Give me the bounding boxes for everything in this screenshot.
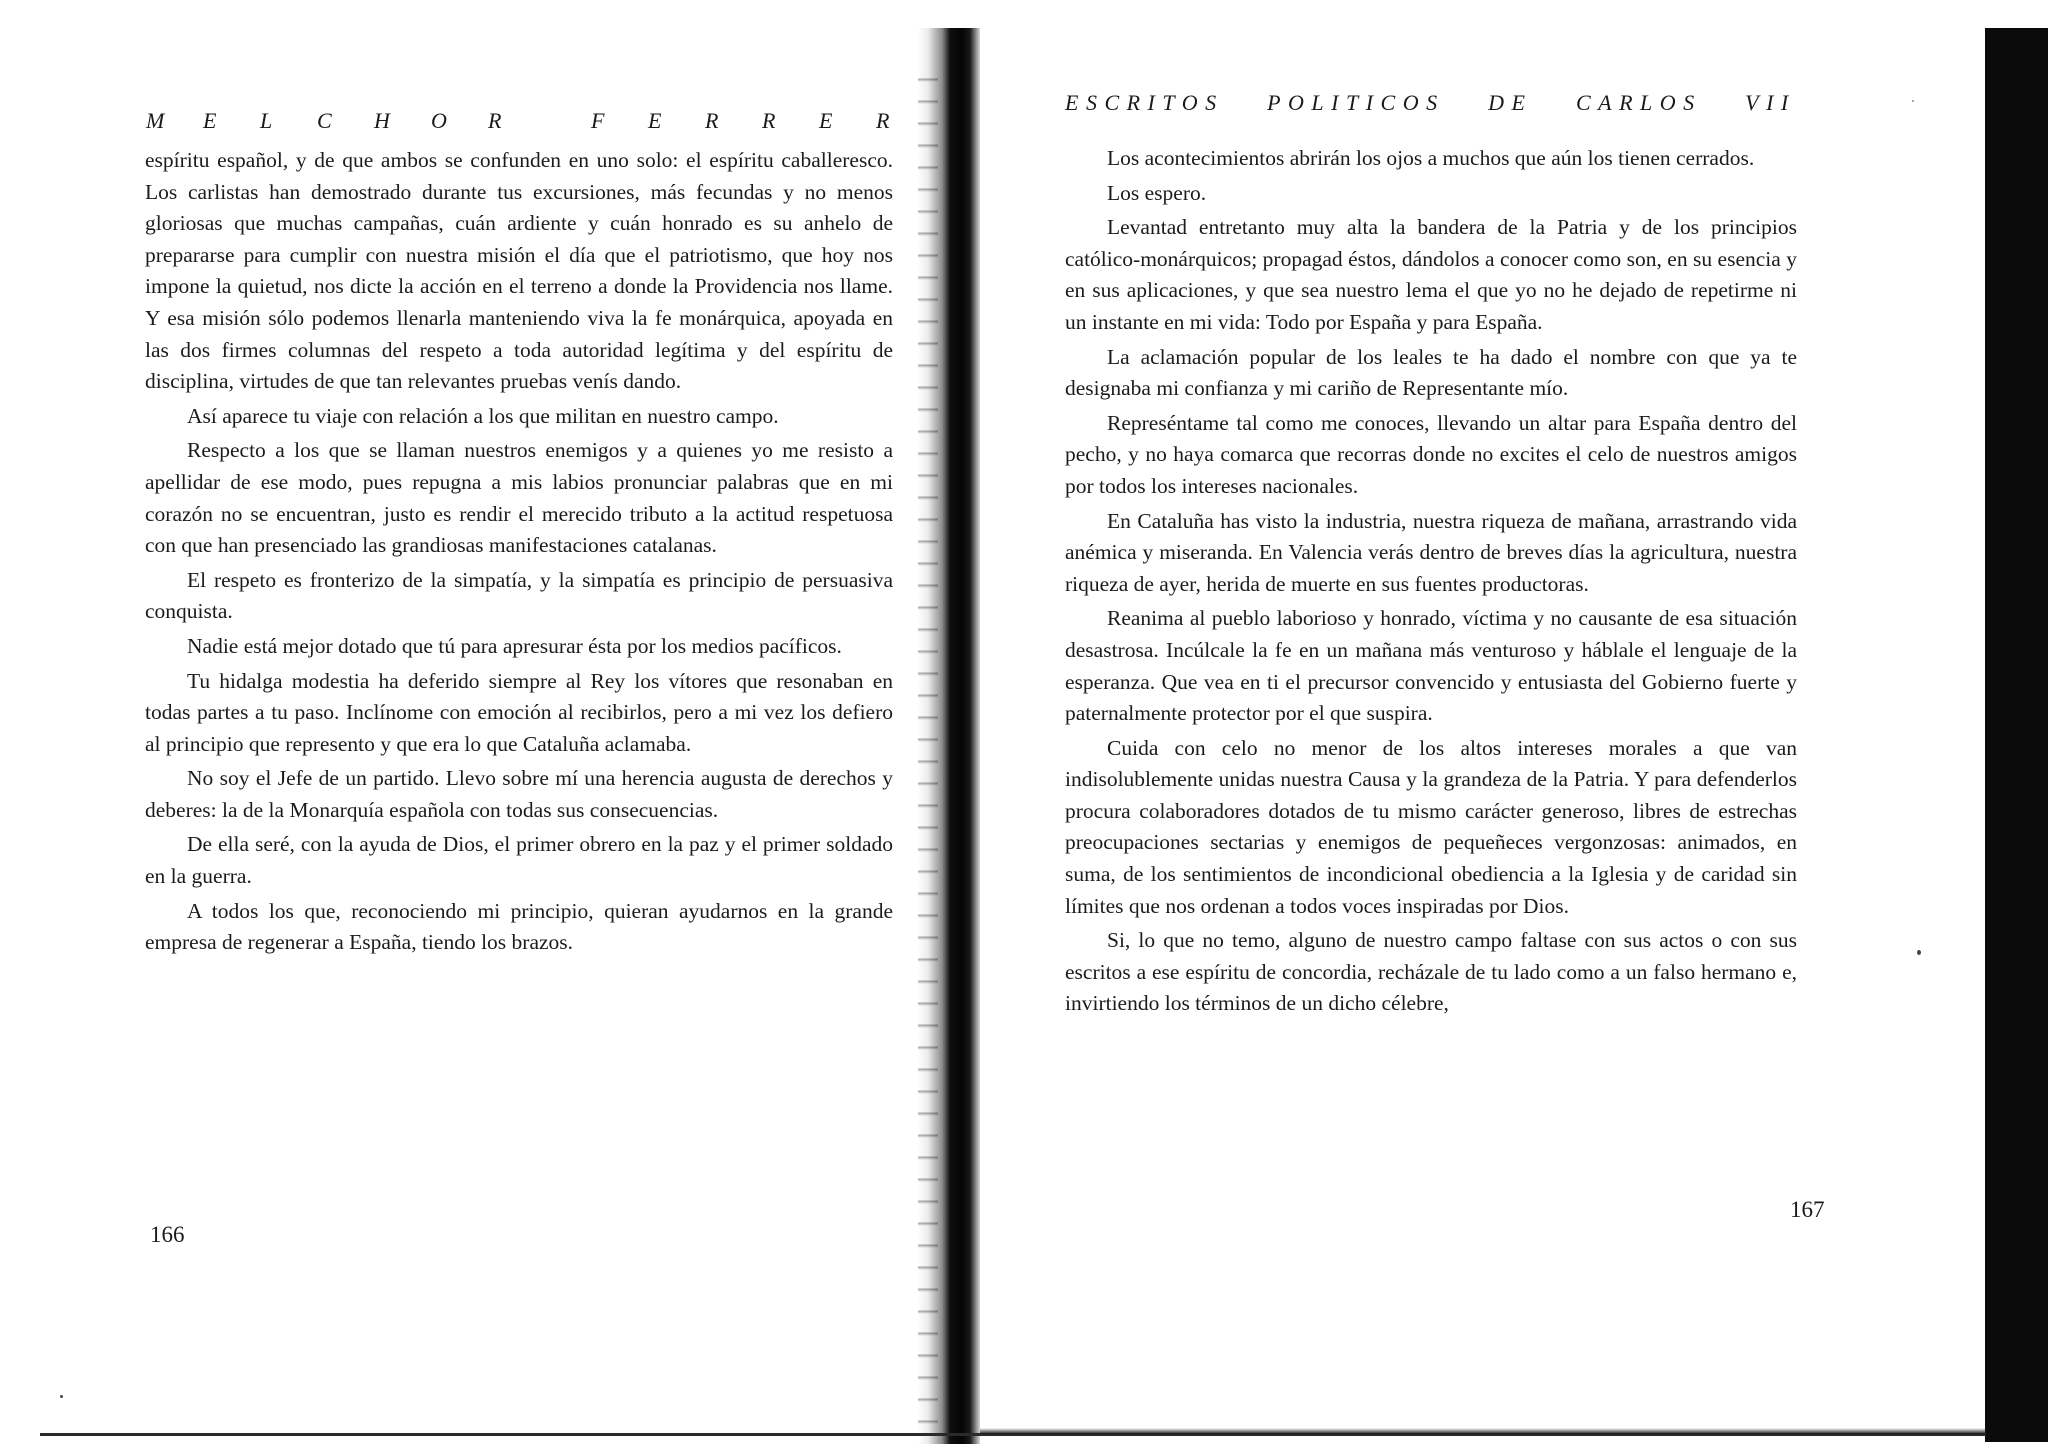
scan-bottom-shadow — [980, 1428, 1986, 1434]
scan-speck — [60, 1395, 63, 1398]
paragraph: La aclamación popular de los leales te ha dado el nombre con que ya te designaba mi confianza y mi cariño de Representante mío. — [1065, 344, 1797, 401]
paragraph: Los espero. — [1107, 180, 1207, 205]
running-head-word: ESCRITOS — [1065, 90, 1224, 115]
running-head-letter: M — [146, 108, 165, 133]
running-head-letter: H — [374, 108, 390, 133]
running-head-word: DE — [1488, 90, 1533, 115]
running-head-letter: L — [260, 108, 273, 133]
running-head-letter: E — [819, 108, 833, 133]
left-body-text — [145, 145, 893, 962]
running-head-letter: C — [317, 108, 332, 133]
running-head-letter: F — [591, 108, 605, 133]
paragraph: Represéntame tal como me conoces, llevando un altar para España dentro del pecho, y no haya comarca que recorras donde no excites el celo de nuestros amigos por todos los intereses nacionales. — [1065, 410, 1797, 498]
gutter-texture — [918, 60, 938, 1430]
paragraph: Así aparece tu viaje con relación a los que militan en nuestro campo. — [187, 403, 779, 428]
paragraph: De ella seré, con la ayuda de Dios, el primer obrero en la paz y el primer soldado en la guerra. — [145, 832, 893, 889]
paragraph: espíritu español, y de que ambos se confunden en uno solo: el espíritu caballeresco. Los carlistas han demostrado durante tus excursiones, más fecundas y no menos gloriosas que muchas campañas, cuán ardiente y cuán honrado es su anhelo de prepararse para cumplir con nuestra misión el día que el patriotismo, que hoy nos impone la quietud, nos dicte la acción en el terreno a donde la Providencia nos llame. Y esa misión sólo podemos llenarla manteniendo viva la fe monárquica, apoyada en las dos firmes columnas del respeto a toda autoridad legítima y del espíritu de disciplina, virtudes de que tan relevantes pruebas venís dando. — [145, 148, 893, 394]
paragraph: No soy el Jefe de un partido. Llevo sobre mí una herencia augusta de derechos y deberes: la de la Monarquía española con todas sus consecuencias. — [145, 766, 893, 822]
paragraph: Tu hidalga modestia ha deferido siempre al Rey los vítores que resonaban en todas partes a tu paso. Inclínome con emoción al recibirlos, pero a mi vez los defiero al principio que represento y que era lo que Cataluña aclamaba. — [145, 668, 893, 756]
paragraph: A todos los que, reconociendo mi principio, quieran ayudarnos en la grande empresa de regenerar a España, tiendo los brazos. — [145, 898, 893, 955]
running-head-word: CARLOS — [1575, 90, 1702, 115]
right-page-number: 167 — [1790, 1197, 1825, 1222]
paragraph: Nadie está mejor dotado que tú para apresurar ésta por los medios pacíficos. — [187, 633, 842, 658]
running-head-letter: O — [431, 108, 447, 133]
paragraph: Si, lo que no temo, alguno de nuestro campo faltase con sus actos o con sus escritos a ese espíritu de concordia, recházale de tu lado como a un falso hermano e, invirtiendo los términos de un dicho célebre, — [1065, 928, 1797, 1016]
paragraph: Los acontecimientos abrirán los ojos a muchos que aún los tienen cerrados. — [1107, 146, 1755, 170]
running-head-letter: E — [203, 108, 217, 133]
running-head-letter: R — [876, 108, 890, 133]
left-page-number: 166 — [150, 1222, 185, 1247]
running-head-word: VII — [1745, 90, 1796, 115]
scan-right-edge — [1985, 28, 2048, 1442]
paragraph: En Cataluña has visto la industria, nuestra riqueza de mañana, arrastrando vida anémica y miseranda. En Valencia verás dentro de breves días la agricultura, nuestra riqueza de ayer, herida de muerte en sus fuentes productoras. — [1065, 508, 1797, 596]
paragraph: Reanima al pueblo laborioso y honrado, víctima y no causante de esa situación desastrosa. Incúlcale la fe en un mañana más venturoso y háblale el lenguaje de la esperanza. Que vea en ti el precursor convencido y entusiasta del Gobierno fuerte y paternalmente protector por el que suspira. — [1065, 606, 1797, 726]
right-body-text — [1065, 143, 1797, 1023]
paragraph: Levantad entretanto muy alta la bandera de la Patria y de los principios católico-monárquicos; propagad éstos, dándolos a conocer como son, en su esencia y en sus aplicaciones, y que sea nuestro lema el que yo no he dejado de repetirme ni un instante en mi vida: Todo por España y para España. — [1065, 215, 1797, 334]
scan-speck — [1917, 950, 1921, 955]
running-head-letter: R — [762, 108, 776, 133]
scan-speck — [1912, 100, 1914, 102]
running-head-letter: R — [705, 108, 719, 133]
running-head-letter: R — [488, 108, 502, 133]
paragraph: Cuida con celo no menor de los altos intereses morales a que van indisolublemente unidas nuestra Causa y la grandeza de la Patria. Y para defenderlos procura colaboradores dotados de tu mismo carácter generoso, libres de estrechas preocupaciones sectarias y enemigos de pequeñeces vergonzosas: animados, en suma, de los sentimientos de incondicional obediencia a la Iglesia y de caridad sin límites que nos ordenan a todos voces inspiradas por Dios. — [1065, 735, 1797, 918]
running-head-letter: E — [648, 108, 662, 133]
paragraph: El respeto es fronterizo de la simpatía, y la simpatía es principio de persuasiva conquista. — [145, 567, 893, 624]
paragraph: Respecto a los que se llaman nuestros enemigos y a quienes yo me resisto a apellidar de ese modo, pues repugna a mis labios pronunciar palabras que en mi corazón no se encuentran, justo es rendir el merecido tributo a la actitud respetuosa con que han presenciado las grandiosas manifestaciones catalanas. — [145, 438, 893, 558]
running-head-word: POLITICOS — [1267, 90, 1445, 115]
right-running-head — [1065, 90, 1796, 116]
